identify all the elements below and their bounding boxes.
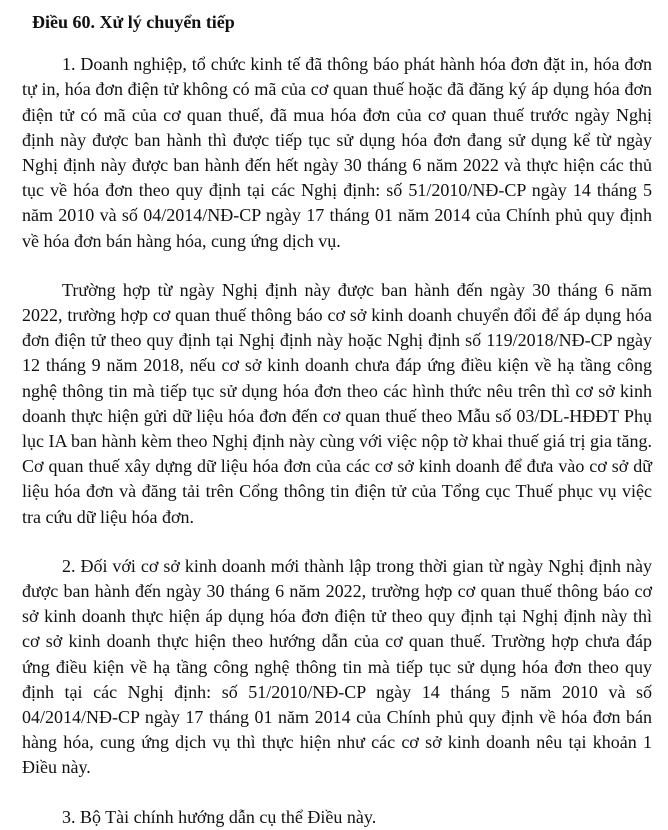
paragraph-clause-3: 3. Bộ Tài chính hướng dẫn cụ thể Điều này. — [62, 806, 377, 827]
paragraph-clause-2: 2. Đối với cơ sở kinh doanh mới thành lập trong thời gian từ ngày Nghị định này được ban hành đến ngày 30 tháng 6 năm 2022, trường hợp cơ quan thuế thông báo cơ sở kinh doanh thực hiện áp dụng hóa đơn điện tử theo quy định tại Nghị định này thì cơ sở kinh doanh thực hiện theo hướng dẫn của cơ quan thuế. Trường hợp chưa đáp ứng điều kiện về hạ tầng công nghệ thông tin mà tiếp tục sử dụng hóa đơn theo quy định tại các Nghị định: số 51/2010/NĐ-CP ngày 14 tháng 5 năm 2010 và số 04/2014/NĐ-CP ngày 17 tháng 01 năm 2014 của Chính phủ quy định về hóa đơn bán hàng hóa, cung ứng dịch vụ thì thực hiện như các cơ sở kinh doanh nêu tại khoản 1 Điều này. — [22, 555, 652, 778]
paragraph-clause-1: 1. Doanh nghiệp, tổ chức kinh tế đã thông báo phát hành hóa đơn đặt in, hóa đơn tự in, hóa đơn điện tử không có mã của cơ quan thuế hoặc đã đăng ký áp dụng hóa đơn điện tử có mã của cơ quan thuế, đã mua hóa đơn của cơ quan thuế trước ngày Nghị định này được ban hành thì được tiếp tục sử dụng hóa đơn đang sử dụng kể từ ngày Nghị định này được ban hành đến hết ngày 30 tháng 6 năm 2022 và thực hiện các thủ tục về hóa đơn theo quy định tại các Nghị định: số 51/2010/NĐ-CP ngày 14 tháng 5 năm 2010 và số 04/2014/NĐ-CP ngày 17 tháng 01 năm 2014 của Chính phủ quy định về hóa đơn bán hàng hóa, cung ứng dịch vụ. — [22, 54, 652, 251]
article-title: Điều 60. Xử lý chuyển tiếp — [32, 12, 235, 32]
paragraph-clause-1-exception: Trường hợp từ ngày Nghị định này được ban hành đến ngày 30 tháng 6 năm 2022, trường hợp cơ quan thuế thông báo cơ sở kinh doanh chuyển đổi để áp dụng hóa đơn điện tử theo quy định tại Nghị định này hoặc Nghị định số 119/2018/NĐ-CP ngày 12 tháng 9 năm 2018, nếu cơ sở kinh doanh chưa đáp ứng điều kiện về hạ tầng công nghệ thông tin mà tiếp tục sử dụng hóa đơn theo các hình thức nêu trên thì cơ sở kinh doanh thực hiện gửi dữ liệu hóa đơn đến cơ quan thuế theo Mẫu số 03/DL-HĐĐT Phụ lục IA ban hành kèm theo Nghị định này cùng với việc nộp tờ khai thuế giá trị gia tăng. Cơ quan thuế xây dựng dữ liệu hóa đơn của các cơ sở kinh doanh để đưa vào cơ sở dữ liệu hóa đơn và đăng tải trên Cổng thông tin điện tử của Tổng cục Thuế phục vụ việc tra cứu dữ liệu hóa đơn. — [22, 279, 652, 527]
